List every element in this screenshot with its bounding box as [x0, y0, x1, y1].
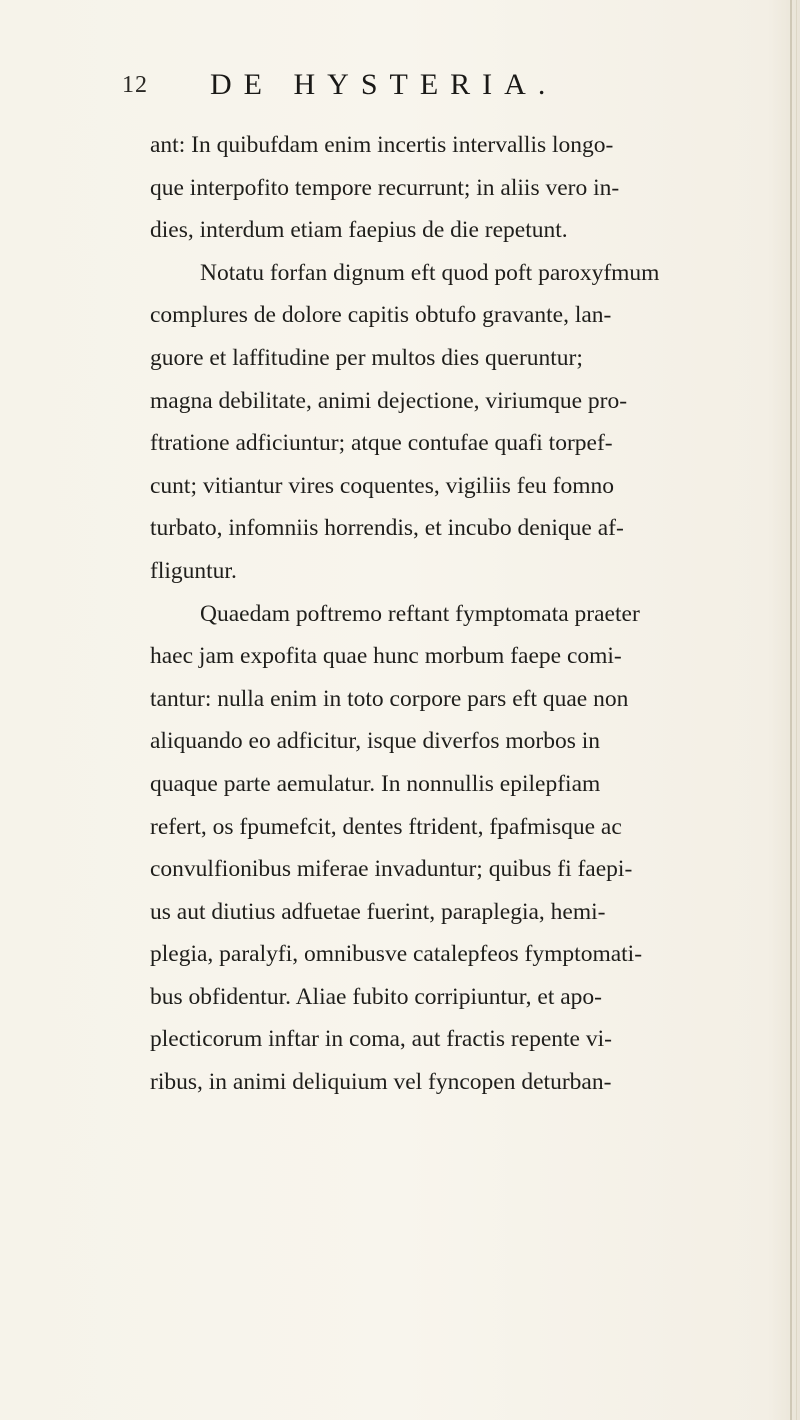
- page-edge-line: [796, 0, 797, 1420]
- text-line: quaque parte aemulatur. In nonnullis epilepfiam: [150, 770, 601, 797]
- text-line: refert, os fpumefcit, dentes ftrident, fpafmisque ac: [150, 813, 622, 840]
- running-title: DE HYSTERIA.: [210, 68, 558, 101]
- text-line: ribus, in animi deliquium vel fyncopen deturban-: [150, 1069, 612, 1096]
- text-line: complures de dolore capitis obtufo gravante, lan-: [150, 302, 612, 329]
- text-line: que interpofito tempore recurrunt; in aliis vero in-: [150, 174, 620, 201]
- text-line: Notatu forfan dignum eft quod poft paroxyfmum: [200, 259, 660, 286]
- text-line: us aut diutius adfuetae fuerint, paraplegia, hemi-: [150, 898, 606, 925]
- text-line: dies, interdum etiam faepius de die repetunt.: [150, 217, 568, 244]
- page-number: 12: [122, 72, 148, 98]
- text-line: fliguntur.: [150, 557, 237, 584]
- text-line: cunt; vitiantur vires coquentes, vigiliis feu fomno: [150, 472, 615, 499]
- text-line: turbato, infomniis horrendis, et incubo denique af-: [150, 515, 624, 542]
- text-line: guore et laffitudine per multos dies queruntur;: [150, 344, 583, 371]
- text-line: convulfionibus miferae invaduntur; quibus fi faepi-: [150, 856, 633, 883]
- text-line: haec jam expofita quae hunc morbum faepe comi-: [150, 643, 622, 670]
- text-line: plegia, paralyfi, omnibusve catalepfeos fymptomati-: [150, 941, 643, 968]
- text-line: magna debilitate, animi dejectione, viriumque pro-: [150, 387, 628, 414]
- page-header: [122, 68, 702, 112]
- text-line: tantur: nulla enim in toto corpore pars eft quae non: [150, 685, 629, 712]
- text-line: ant: In quibufdam enim incertis intervallis longo-: [150, 132, 614, 158]
- page-edge-shadow: [790, 0, 792, 1420]
- text-line: Quaedam poftremo reftant fymptomata praeter: [200, 600, 640, 627]
- text-line: aliquando eo adficitur, isque diverfos morbos in: [150, 728, 601, 755]
- body-text: [150, 124, 780, 1104]
- text-line: ftratione adficiuntur; atque contufae quafi torpef-: [150, 430, 613, 457]
- text-line: plecticorum inftar in coma, aut fractis repente vi-: [150, 1026, 612, 1053]
- text-line: bus obfidentur. Aliae fubito corripiuntur, et apo-: [150, 983, 602, 1010]
